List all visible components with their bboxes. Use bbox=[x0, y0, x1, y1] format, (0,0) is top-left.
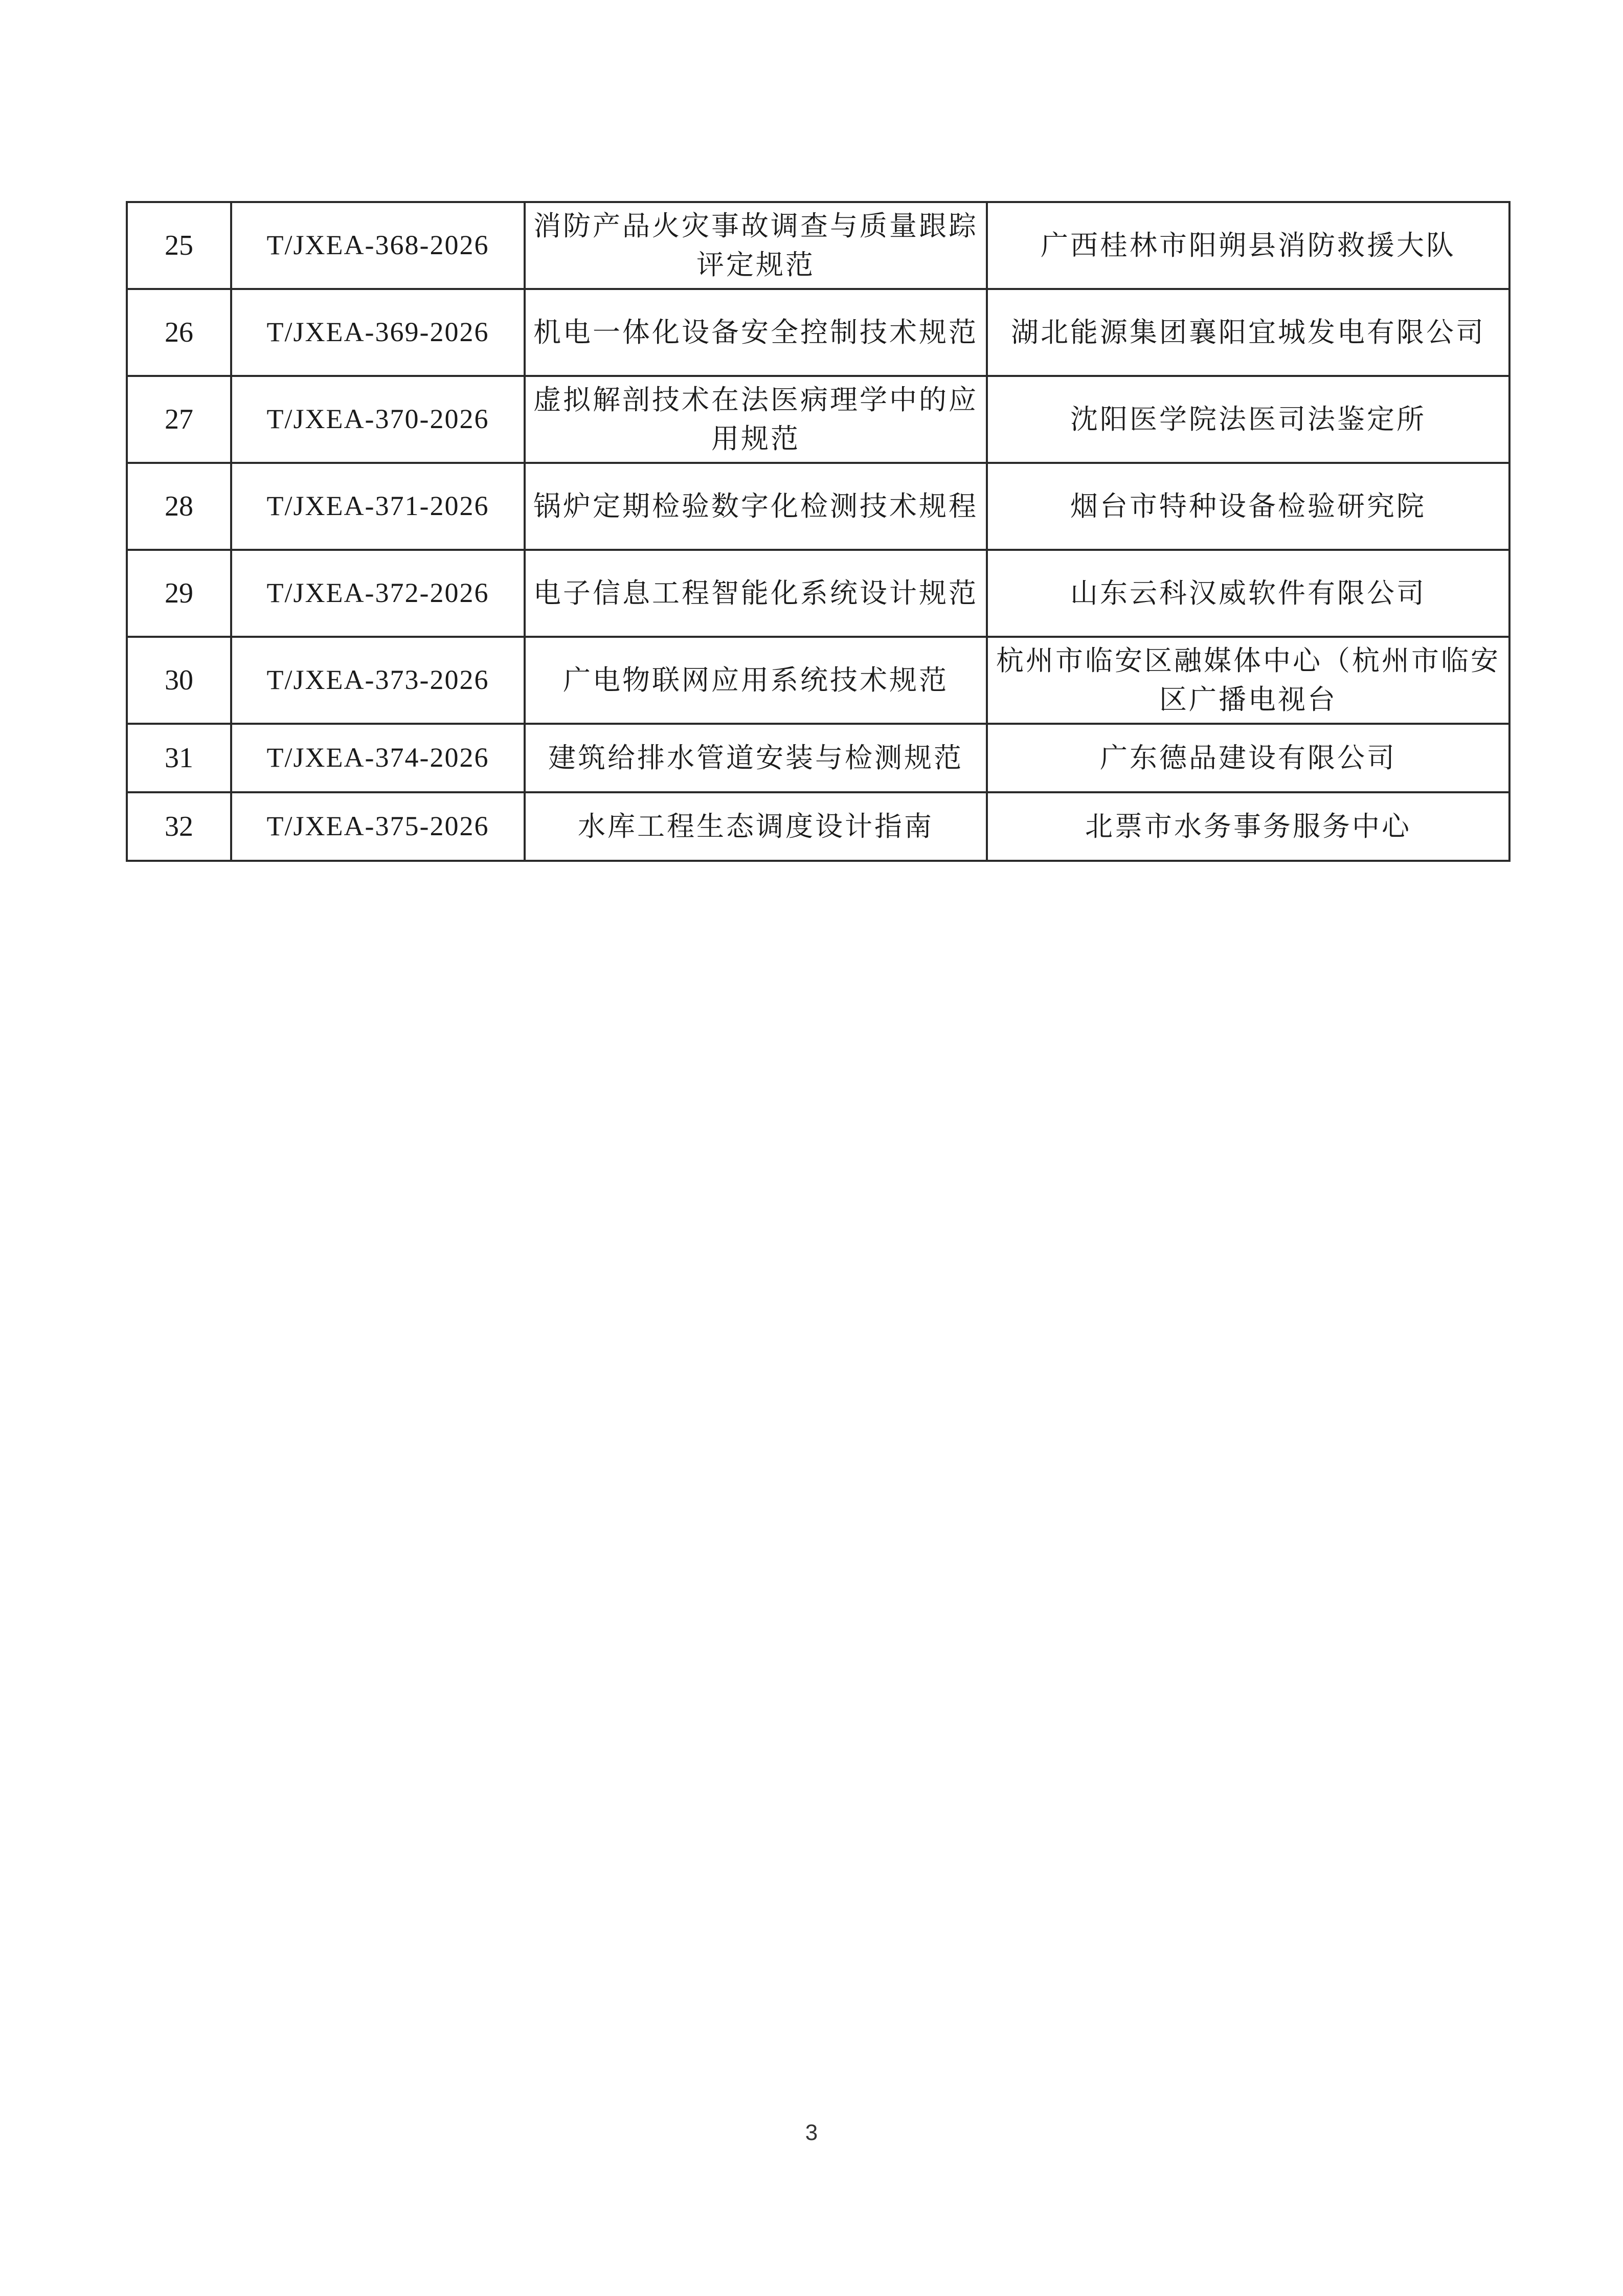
standard-code-cell: T/JXEA-368-2026 bbox=[231, 202, 525, 289]
row-number-cell: 25 bbox=[127, 202, 231, 289]
row-number-cell: 26 bbox=[127, 289, 231, 376]
standard-code-cell: T/JXEA-370-2026 bbox=[231, 376, 525, 463]
table-row bbox=[127, 376, 1509, 463]
standard-title-cell: 虚拟解剖技术在法医病理学中的应用规范 bbox=[525, 376, 987, 463]
standard-code-cell: T/JXEA-371-2026 bbox=[231, 463, 525, 550]
table-row bbox=[127, 463, 1509, 550]
table-row bbox=[127, 202, 1509, 289]
standard-code-cell: T/JXEA-374-2026 bbox=[231, 724, 525, 792]
standard-title-cell: 锅炉定期检验数字化检测技术规程 bbox=[525, 463, 987, 550]
row-number-cell: 29 bbox=[127, 550, 231, 637]
organization-cell: 广东德品建设有限公司 bbox=[987, 724, 1509, 792]
standard-code-cell: T/JXEA-372-2026 bbox=[231, 550, 525, 637]
organization-cell: 山东云科汉威软件有限公司 bbox=[987, 550, 1509, 637]
organization-cell: 烟台市特种设备检验研究院 bbox=[987, 463, 1509, 550]
organization-cell: 沈阳医学院法医司法鉴定所 bbox=[987, 376, 1509, 463]
standard-title-cell: 水库工程生态调度设计指南 bbox=[525, 792, 987, 861]
page-number: 3 bbox=[805, 2120, 818, 2145]
organization-cell: 湖北能源集团襄阳宜城发电有限公司 bbox=[987, 289, 1509, 376]
standard-code-cell: T/JXEA-373-2026 bbox=[231, 637, 525, 724]
standard-title-cell: 消防产品火灾事故调查与质量跟踪评定规范 bbox=[525, 202, 987, 289]
organization-cell: 杭州市临安区融媒体中心（杭州市临安区广播电视台 bbox=[987, 637, 1509, 724]
standard-title-cell: 机电一体化设备安全控制技术规范 bbox=[525, 289, 987, 376]
table-row bbox=[127, 550, 1509, 637]
standard-code-cell: T/JXEA-375-2026 bbox=[231, 792, 525, 861]
organization-cell: 广西桂林市阳朔县消防救援大队 bbox=[987, 202, 1509, 289]
row-number-cell: 32 bbox=[127, 792, 231, 861]
table-row bbox=[127, 724, 1509, 792]
row-number-cell: 31 bbox=[127, 724, 231, 792]
table-row bbox=[127, 289, 1509, 376]
row-number-cell: 28 bbox=[127, 463, 231, 550]
table-row bbox=[127, 637, 1509, 724]
standard-code-cell: T/JXEA-369-2026 bbox=[231, 289, 525, 376]
row-number-cell: 30 bbox=[127, 637, 231, 724]
standard-title-cell: 电子信息工程智能化系统设计规范 bbox=[525, 550, 987, 637]
row-number-cell: 27 bbox=[127, 376, 231, 463]
standards-table bbox=[126, 201, 1511, 862]
table-row bbox=[127, 792, 1509, 861]
standard-title-cell: 建筑给排水管道安装与检测规范 bbox=[525, 724, 987, 792]
organization-cell: 北票市水务事务服务中心 bbox=[987, 792, 1509, 861]
standard-title-cell: 广电物联网应用系统技术规范 bbox=[525, 637, 987, 724]
